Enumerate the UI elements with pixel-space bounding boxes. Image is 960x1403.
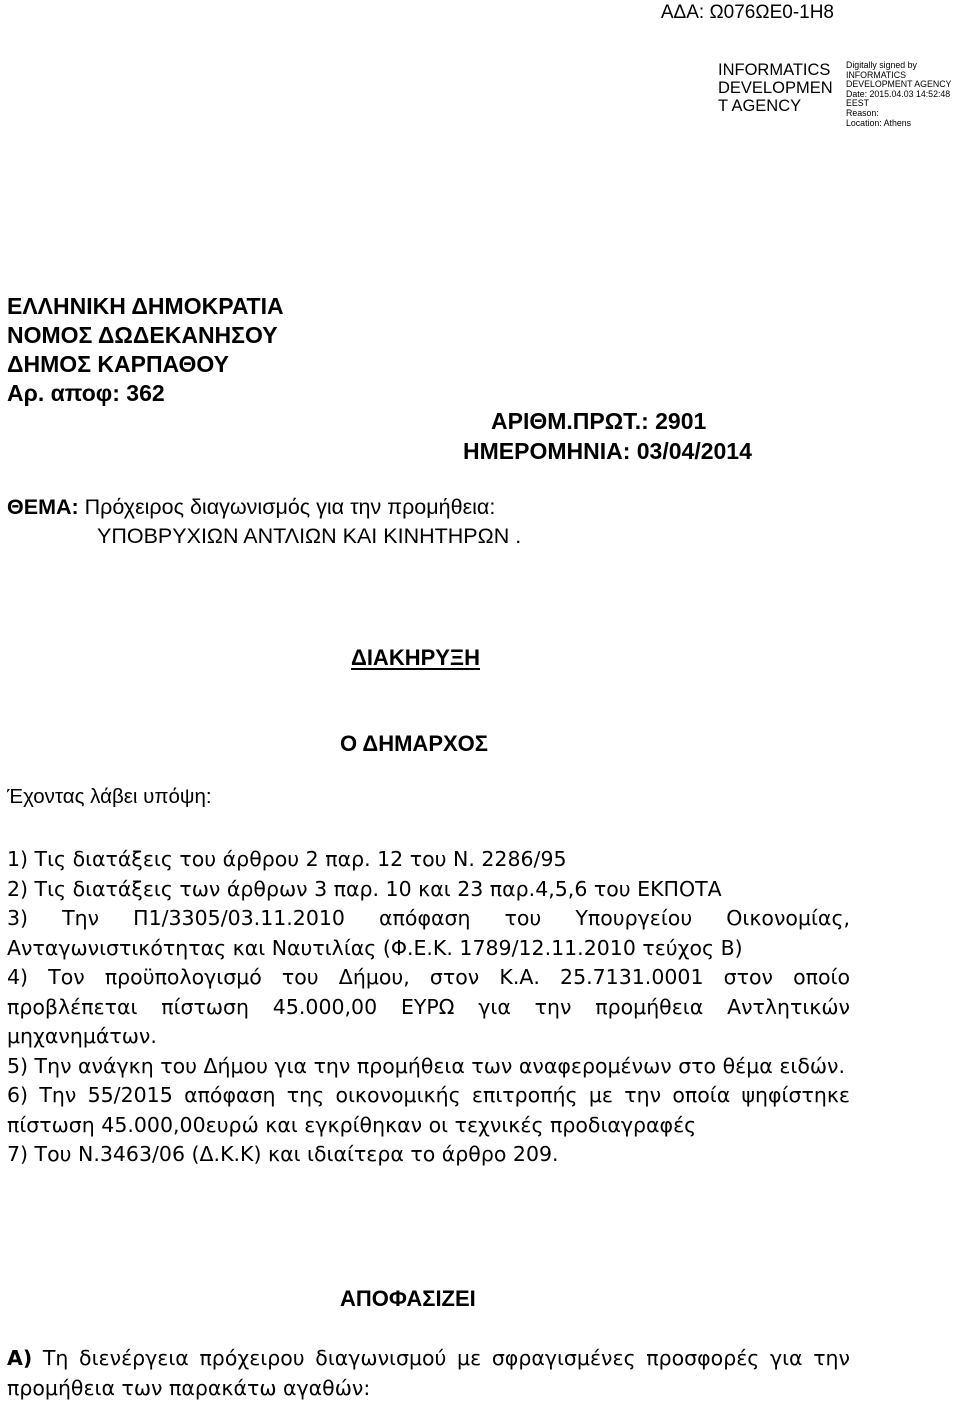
signature-detail-line: Location: Athens [846, 117, 912, 128]
considerations-list [7, 845, 850, 1170]
subject-line-2: ΥΠΟΒΡΥΧΙΩΝ ΑΝΤΛΙΩΝ ΚΑΙ ΚΙΝΗΤΗΡΩΝ . [97, 524, 522, 548]
decision-paragraph [7, 1344, 850, 1403]
subject-text: Πρόχειρος διαγωνισμός για την προμήθεια: [78, 495, 496, 519]
decision-body: Τη διενέργεια πρόχειρου διαγωνισμού με σφραγισμένες προσφορές για την προμήθεια των παρακάτω αγαθών: [7, 1346, 850, 1400]
decision-text [7, 1344, 850, 1403]
signature-detail-line: EEST [846, 98, 869, 109]
document-date: ΗΜΕΡΟΜΗΝΙΑ: 03/04/2014 [463, 438, 752, 464]
list-item: 7) Του Ν.3463/06 (Δ.Κ.Κ) και ιδιαίτερα το άρθρο 209. [7, 1142, 559, 1166]
decides-heading: ΑΠΟΦΑΣΙΖΕΙ [340, 1286, 476, 1311]
header-line-country: ΕΛΛΗΝΙΚΗ ΔΗΜΟΚΡΑΤΙΑ [7, 293, 284, 319]
considering-label: Έχοντας λάβει υπόψη: [7, 785, 212, 808]
signature-name-line: T AGENCY [718, 97, 802, 115]
list-item: 2) Τις διατάξεις των άρθρων 3 παρ. 10 και 23 παρ.4,5,6 του ΕΚΠΟΤΑ [7, 876, 722, 901]
signature-detail-line: Digitally signed by [846, 60, 917, 70]
signature-details [846, 61, 951, 128]
protocol-number: ΑΡΙΘΜ.ΠΡΩΤ.: 2901 [491, 408, 707, 434]
header-line-municipality: ΔΗΜΟΣ ΚΑΡΠΑΘΟΥ [7, 351, 230, 377]
list-item: 5) Την ανάγκη του Δήμου για την προμήθεια των αναφερομένων στο θέμα ειδών. [7, 1053, 846, 1078]
subject-label: ΘΕΜΑ: [7, 495, 79, 519]
signature-name [718, 61, 833, 115]
mayor-heading: Ο ΔΗΜΑΡΧΟΣ [340, 731, 488, 756]
decision-label: Α) [7, 1346, 33, 1370]
list-item: 1) Τις διατάξεις του άρθρου 2 παρ. 12 του Ν. 2286/95 [7, 847, 567, 871]
signature-detail-line: INFORMATICS [846, 69, 906, 80]
header-line-prefecture: ΝΟΜΟΣ ΔΩΔΕΚΑΝΗΣΟΥ [7, 322, 278, 348]
list-item: 3) Την Π1/3305/03.11.2010 απόφαση του Υπουργείου Οικονομίας, Ανταγωνιστικότητας και Ναυτιλίας (Φ.Ε.Κ. 1789/12.11.2010 τεύχος Β) [7, 906, 850, 960]
signature-detail-line: Reason: [846, 107, 879, 118]
signature-detail-line: DEVELOPMENT AGENCY [846, 79, 952, 90]
signature-name-line: INFORMATICS [718, 61, 831, 79]
ada-code: ΑΔΑ: Ω076ΩΕ0-1Η8 [660, 2, 834, 23]
signature-detail-line: Date: 2015.04.03 14:52:48 [846, 88, 951, 99]
signature-name-line: DEVELOPMEN [718, 79, 833, 97]
decision-number: Αρ. αποφ: 362 [7, 380, 165, 406]
document-title: ΔΙΑΚΗΡΥΞΗ [351, 645, 480, 670]
list-item: 6) Την 55/2015 απόφαση της οικονομικής επιτροπής με την οποία ψηφίστηκε πίστωση 45.000,00ευρώ και εγκρίθηκαν οι τεχνικές προδιαγραφές [7, 1083, 850, 1137]
list-item: 4) Τον προϋπολογισμό του Δήμου, στον Κ.Α. 25.7131.0001 στον οποίο προβλέπεται πίστωση 45.000,00 ΕΥΡΩ για την προμήθεια Αντλητικών μηχανημάτων. [7, 965, 850, 1048]
subject-line [7, 495, 495, 520]
